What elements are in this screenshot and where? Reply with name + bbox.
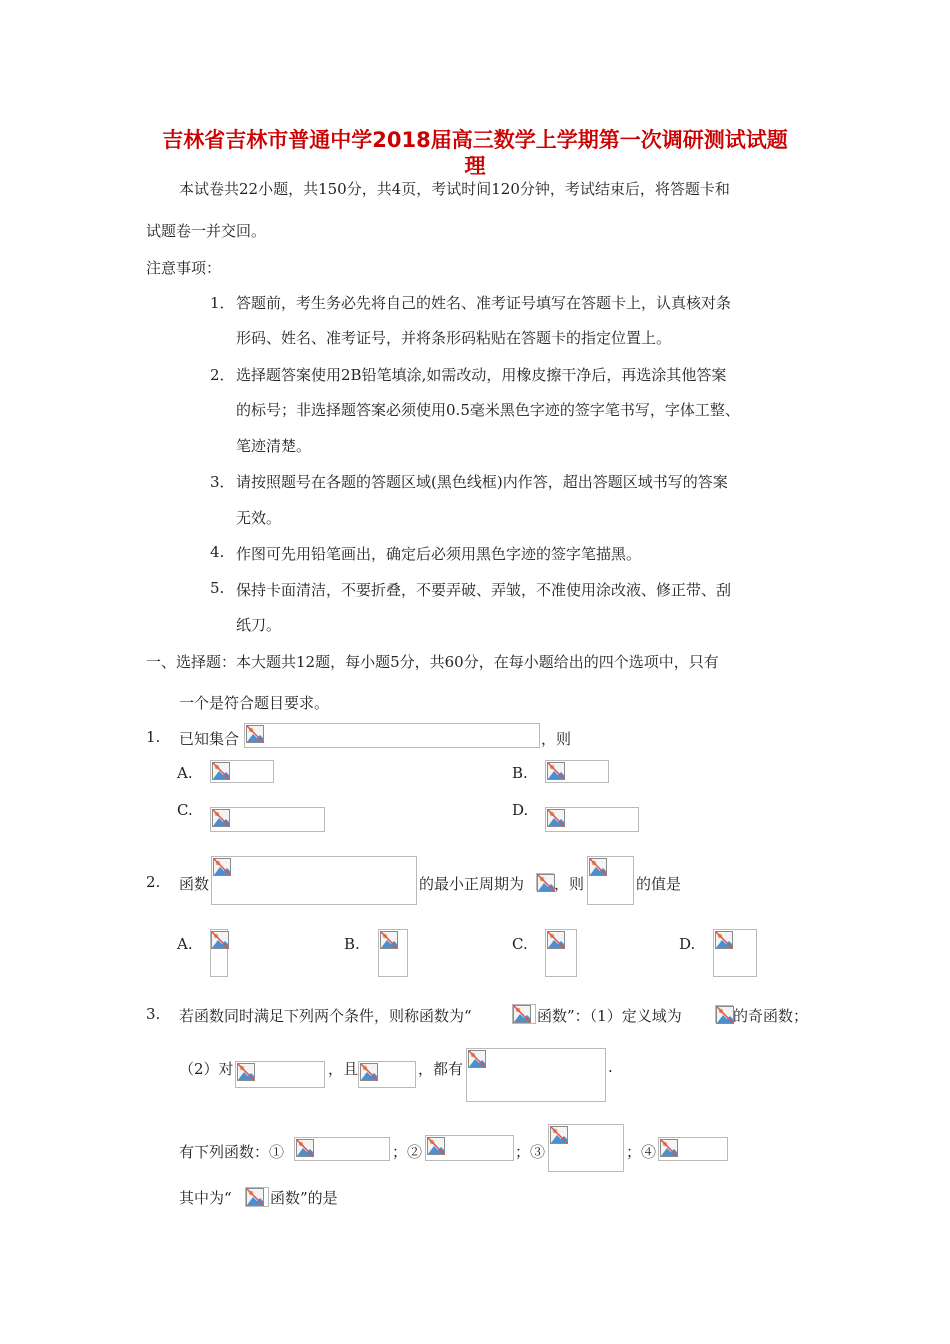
broken-image-icon (246, 1188, 264, 1206)
broken-image-icon (547, 931, 565, 949)
note-number: 2． (210, 366, 235, 384)
broken-image-icon (212, 809, 230, 827)
broken-image-icon (550, 1126, 568, 1144)
note-text: 的标号；非选择题答案必须使用0.5毫米黑色字迹的签字笔书写，字体工整、 (236, 401, 740, 419)
broken-image-icon (513, 1005, 531, 1023)
section-heading: 一、选择题：本大题共12题，每小题5分，共60分，在每小题给出的四个选项中，只有 (146, 653, 719, 671)
question-text: ；④ (626, 1143, 657, 1161)
option-label: C. (512, 935, 528, 953)
question-text: 的值是 (636, 875, 682, 893)
question-text: ，则 (541, 730, 572, 748)
option-image (210, 929, 228, 977)
broken-image-icon (213, 858, 231, 876)
intro-text-cont: 试题卷一并交回。 (146, 222, 267, 240)
broken-image-icon (660, 1139, 678, 1157)
question-text: 的最小正周期为 (419, 875, 525, 893)
document-title: 吉林省吉林市普通中学2018届高三数学上学期第一次调研测试试题 (162, 128, 788, 152)
option-image (545, 929, 577, 977)
question-number: 3. (146, 1005, 161, 1023)
broken-image-icon (547, 809, 565, 827)
formula-image (512, 1004, 536, 1024)
broken-image-icon (589, 858, 607, 876)
broken-image-icon (212, 762, 230, 780)
note-text: 请按照题号在各题的答题区域(黑色线框)内作答，超出答题区域书写的答案 (236, 473, 728, 491)
note-text: 保持卡面清洁，不要折叠，不要弄破、弄皱，不准使用涂改液、修正带、刮 (236, 581, 732, 599)
broken-image-icon (716, 1006, 734, 1024)
broken-image-icon (237, 1063, 255, 1081)
formula-image (425, 1135, 514, 1161)
intro-text: 本试卷共22小题，共150分，共4页，考试时间120分钟，考试结束后，将答题卡和 (179, 180, 730, 198)
option-image (210, 807, 325, 832)
option-image (378, 929, 408, 977)
document-title-cont: 理 (464, 154, 486, 178)
section-heading-cont: 一个是符合题目要求。 (179, 694, 330, 712)
broken-image-icon (468, 1050, 486, 1068)
note-text: 作图可先用铅笔画出，确定后必须用黑色字迹的签字笔描黑。 (236, 545, 642, 563)
formula-image (536, 873, 554, 891)
broken-image-icon (360, 1063, 378, 1081)
note-number: 4. (210, 543, 225, 561)
broken-image-icon (246, 725, 264, 743)
broken-image-icon (427, 1137, 445, 1155)
option-image (713, 929, 757, 977)
broken-image-icon (211, 931, 229, 949)
option-image (545, 807, 639, 832)
formula-image (235, 1061, 325, 1088)
broken-image-icon (537, 874, 555, 892)
note-number: 5. (210, 579, 225, 597)
question-text: 函数”的是 (270, 1189, 338, 1207)
broken-image-icon (547, 762, 565, 780)
formula-image (245, 1187, 269, 1207)
question-text: ；② (392, 1143, 423, 1161)
option-label: D. (512, 801, 529, 819)
question-text: 函数”：（1）定义域为 (537, 1007, 682, 1025)
note-number: 1． (210, 294, 235, 312)
option-label: A. (177, 764, 193, 782)
note-text: 答题前，考生务必先将自己的姓名、准考证号填写在答题卡上，认真核对条 (236, 294, 732, 312)
broken-image-icon (296, 1139, 314, 1157)
note-text: 纸刀。 (236, 616, 282, 634)
note-text: 形码、姓名、准考证号，并将条形码粘贴在答题卡的指定位置上。 (236, 329, 672, 347)
formula-image (715, 1005, 733, 1023)
option-label: C. (177, 801, 193, 819)
broken-image-icon (380, 931, 398, 949)
question-text: 已知集合 (179, 730, 240, 748)
formula-image (658, 1137, 728, 1161)
question-text: ，则 (554, 875, 585, 893)
question-text: 有下列函数：① (179, 1143, 285, 1161)
note-text: 选择题答案使用2B铅笔填涂,如需改动，用橡皮擦干净后，再选涂其他答案 (236, 366, 727, 384)
question-number: 2. (146, 873, 161, 891)
formula-image (294, 1137, 390, 1161)
question-text: ，都有 (418, 1060, 464, 1078)
note-text: 笔迹清楚。 (236, 437, 312, 455)
option-image (545, 760, 609, 783)
question-number: 1. (146, 728, 161, 746)
note-text: 无效。 (236, 509, 282, 527)
option-label: A. (177, 935, 193, 953)
question-text: （2）对 (179, 1060, 234, 1078)
question-text: ；③ (515, 1143, 546, 1161)
option-label: B. (512, 764, 528, 782)
formula-image (587, 856, 634, 905)
option-label: B. (344, 935, 360, 953)
formula-image (466, 1048, 606, 1102)
notes-heading: 注意事项： (146, 259, 222, 277)
broken-image-icon (715, 931, 733, 949)
option-label: D. (679, 935, 696, 953)
question-text: 若函数同时满足下列两个条件，则称函数为“ (179, 1007, 472, 1025)
formula-image (244, 723, 540, 748)
question-text: 其中为“ (179, 1189, 232, 1207)
formula-image (548, 1124, 624, 1172)
note-number: 3． (210, 473, 235, 491)
question-text: 的奇函数； (733, 1007, 809, 1025)
option-image (210, 760, 274, 783)
question-text: . (608, 1058, 613, 1076)
question-text: ，且 (328, 1060, 359, 1078)
formula-image (358, 1061, 416, 1088)
formula-image (211, 856, 417, 905)
question-text: 函数 (179, 875, 210, 893)
